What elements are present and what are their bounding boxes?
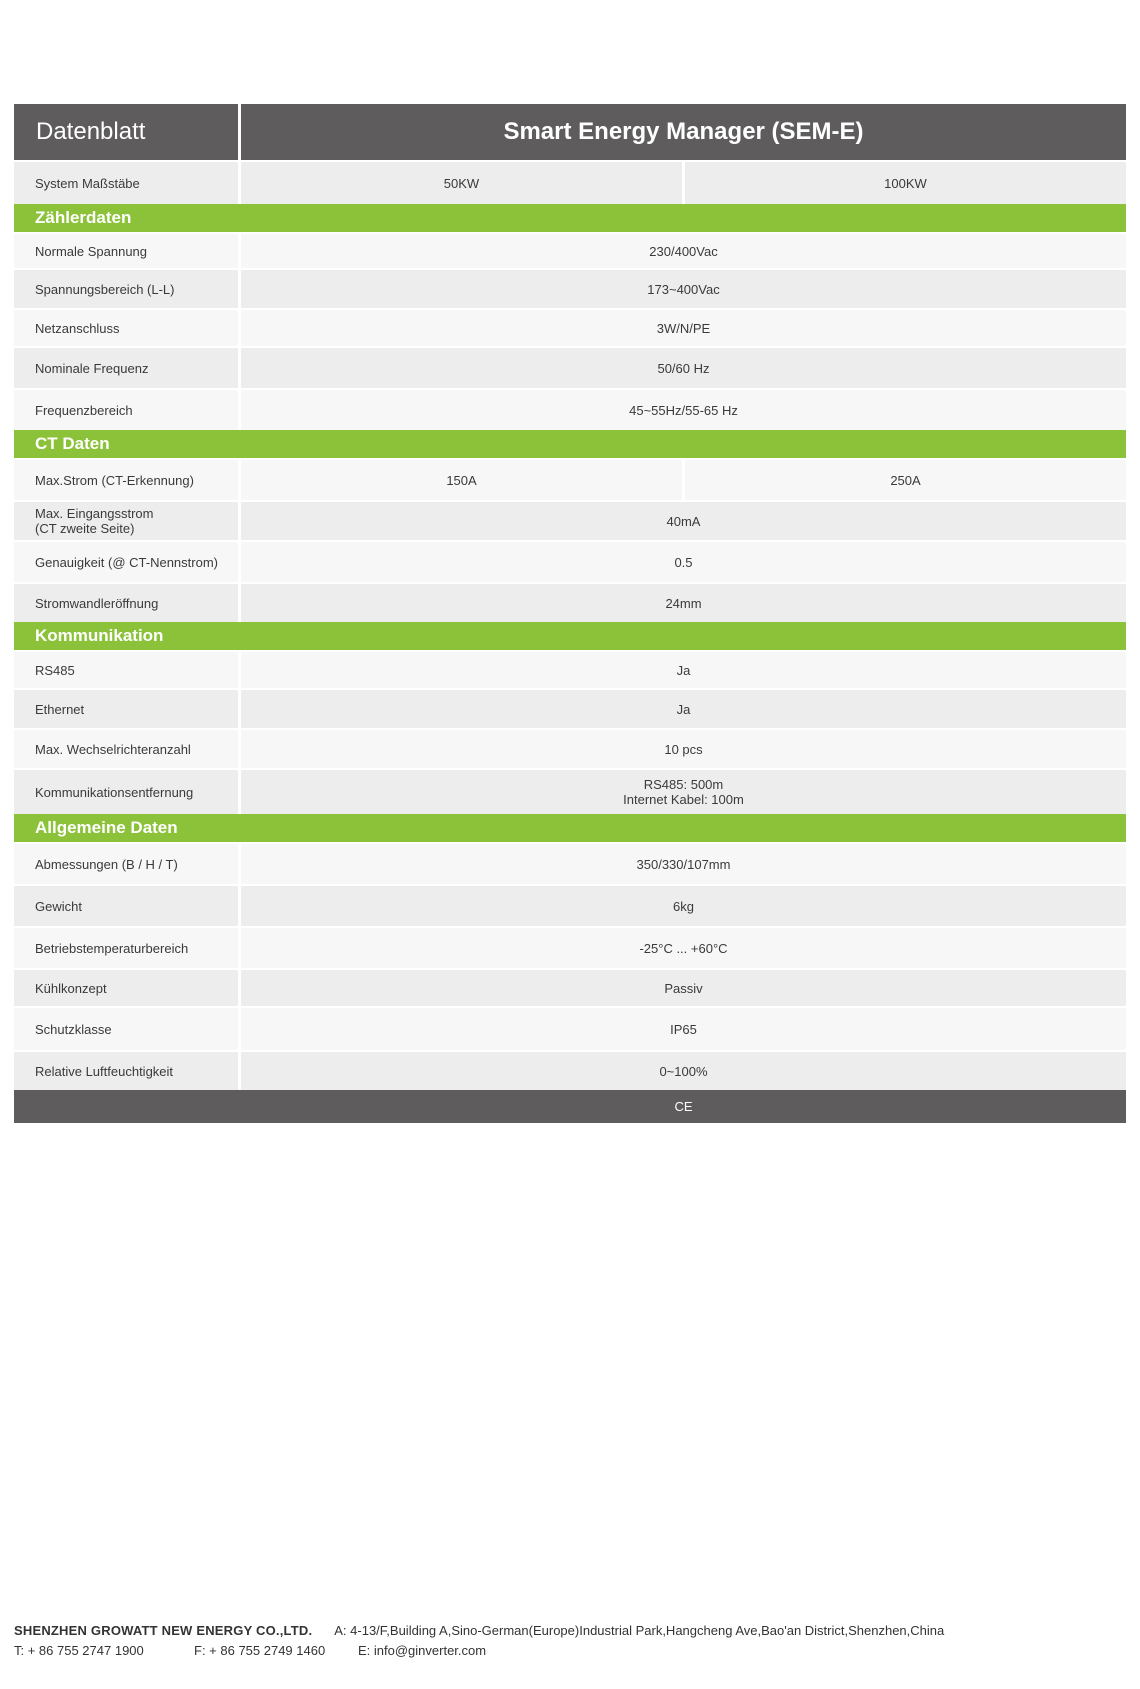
- company-phone: T: + 86 755 2747 1900: [14, 1642, 144, 1658]
- row-label: Gewicht: [14, 886, 241, 926]
- row-value: [241, 770, 1126, 814]
- row-value: 173~400Vac: [647, 281, 720, 297]
- row-label: [14, 502, 241, 540]
- table-row: [14, 540, 1126, 582]
- row-value: 230/400Vac: [649, 243, 718, 259]
- company-line-1: [14, 1620, 1126, 1640]
- table-header: [14, 104, 1126, 160]
- row-label: Abmessungen (B / H / T): [14, 844, 241, 884]
- row-label: Spannungsbereich (L-L): [14, 270, 241, 308]
- table-row: [14, 884, 1126, 926]
- certification-mark: CE: [674, 1099, 693, 1114]
- company-email: E: info@ginverter.com: [358, 1642, 487, 1658]
- row-label: Kühlkonzept: [14, 970, 241, 1006]
- row-value: Ja: [676, 701, 691, 717]
- sections: [14, 204, 1126, 1090]
- row-label: Genauigkeit (@ CT-Nennstrom): [14, 542, 241, 582]
- company-name: SHENZHEN GROWATT NEW ENERGY CO.,LTD.: [14, 1622, 313, 1638]
- table-row: [14, 768, 1126, 814]
- row-value: 45~55Hz/55-65 Hz: [629, 402, 738, 418]
- company-line-2: [14, 1640, 1126, 1660]
- row-value-line: RS485: 500m: [643, 777, 724, 792]
- table-row: [14, 388, 1126, 430]
- table-row: [14, 650, 1126, 688]
- datasheet-table: [14, 104, 1126, 1123]
- row-label-line: Max. Eingangsstrom: [35, 506, 154, 521]
- company-fax: F: + 86 755 2749 1460: [194, 1642, 326, 1658]
- row-values: [241, 162, 1126, 204]
- section-header: Zählerdaten: [14, 204, 1126, 232]
- row-label: Betriebstemperaturbereich: [14, 928, 241, 968]
- row-value: Ja: [676, 662, 691, 678]
- product-title: Smart Energy Manager (SEM-E): [503, 118, 864, 145]
- row-value: 0~100%: [659, 1063, 708, 1079]
- row-value: 6kg: [673, 898, 694, 914]
- table-row: [14, 728, 1126, 768]
- row-label: Ethernet: [14, 690, 241, 728]
- value-100kw: 100KW: [682, 162, 1126, 204]
- company-address: A: 4-13/F,Building A,Sino-German(Europe)Industrial Park,Hangcheng Ave,Bao'an District,Shenzhen,China: [334, 1622, 945, 1638]
- datasheet-label: Datenblatt: [14, 104, 241, 160]
- company-footer: [14, 1620, 1126, 1660]
- table-row: [14, 232, 1126, 268]
- row-label-line: (CT zweite Seite): [35, 521, 135, 536]
- section-header: Allgemeine Daten: [14, 814, 1126, 842]
- table-row: [14, 346, 1126, 388]
- table-row: [14, 458, 1126, 500]
- row-label: RS485: [14, 652, 241, 688]
- row-value: 3W/N/PE: [656, 320, 711, 336]
- table-row: [14, 308, 1126, 346]
- row-label: Relative Luftfeuchtigkeit: [14, 1052, 241, 1090]
- row-label: Normale Spannung: [14, 234, 241, 268]
- table-row: [14, 582, 1126, 622]
- row-label: Schutzklasse: [14, 1008, 241, 1050]
- table-row: [14, 1050, 1126, 1090]
- row-value: IP65: [670, 1021, 697, 1037]
- certification-bar: [14, 1090, 1126, 1123]
- row-value: 250A: [682, 460, 1126, 500]
- row-value: 40mA: [666, 513, 701, 529]
- row-value: 10 pcs: [664, 741, 703, 757]
- row-value: 0.5: [674, 554, 693, 570]
- value-50kw: 50KW: [443, 175, 480, 191]
- row-value: -25°C ... +60°C: [639, 940, 728, 956]
- row-value: 350/330/107mm: [636, 856, 731, 872]
- system-row: [14, 160, 1126, 204]
- row-label: Frequenzbereich: [14, 390, 241, 430]
- row-label: Max. Wechselrichteranzahl: [14, 730, 241, 768]
- row-values: [241, 460, 1126, 500]
- row-label: System Maßstäbe: [14, 162, 241, 204]
- row-value: 150A: [446, 472, 477, 488]
- table-row: [14, 926, 1126, 968]
- row-label: Nominale Frequenz: [14, 348, 241, 388]
- row-value: 50/60 Hz: [657, 360, 710, 376]
- section-header: Kommunikation: [14, 622, 1126, 650]
- row-label: Max.Strom (CT-Erkennung): [14, 460, 241, 500]
- row-label: Kommunikationsentfernung: [14, 770, 241, 814]
- table-row: [14, 688, 1126, 728]
- table-row: [14, 1006, 1126, 1050]
- table-row: [14, 968, 1126, 1006]
- row-label: Netzanschluss: [14, 310, 241, 346]
- row-value: 24mm: [665, 595, 702, 611]
- table-row: [14, 500, 1126, 540]
- certification-spacer: [14, 1090, 241, 1123]
- section-header: CT Daten: [14, 430, 1126, 458]
- row-label: Stromwandleröffnung: [14, 584, 241, 622]
- row-value: Passiv: [664, 980, 703, 996]
- table-row: [14, 842, 1126, 884]
- table-row: [14, 268, 1126, 308]
- row-value-line: Internet Kabel: 100m: [623, 792, 744, 807]
